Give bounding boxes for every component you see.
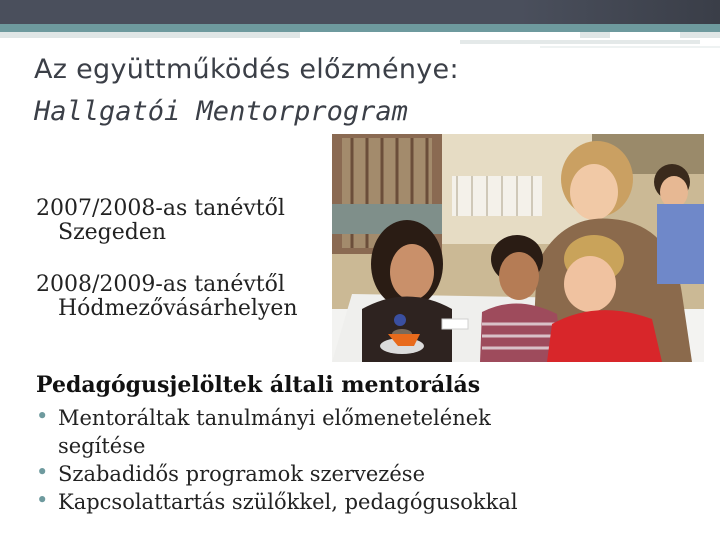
top-decor-bar [0,0,720,24]
entry-1-line2: Szegeden [58,220,167,245]
bullet-text: Kapcsolattartás szülőkkel, pedagógusokkal [58,490,518,514]
section-heading: Pedagógusjelöltek általi mentorálás [36,372,481,398]
bullet-text: Mentoráltak tanulmányi előmenetelének segítése [58,406,491,458]
bullet-text: Szabadidős programok szervezése [58,462,426,486]
thin-stripe [540,46,720,48]
slide-title: Az együttműködés előzménye: [34,54,459,85]
top-decor-accent [520,0,720,24]
thin-stripe [460,40,700,44]
bullet-icon: • [36,488,49,512]
classroom-photo [332,134,704,362]
stripe-segment [610,32,680,38]
bullet-icon: • [36,460,49,484]
entry-2-line2: Hódmezővásárhelyen [58,296,298,321]
classroom-photo-illustration [332,134,704,362]
light-stripe [0,32,720,38]
entry-2-line1: 2008/2009-as tanévtől [36,272,285,297]
entry-1-line1: 2007/2008-as tanévtől [36,196,285,221]
bullet-icon: • [36,404,49,428]
slide-subtitle: Hallgatói Mentorprogram [34,96,408,127]
stripe-segment [300,32,580,38]
teal-stripe [0,24,720,32]
